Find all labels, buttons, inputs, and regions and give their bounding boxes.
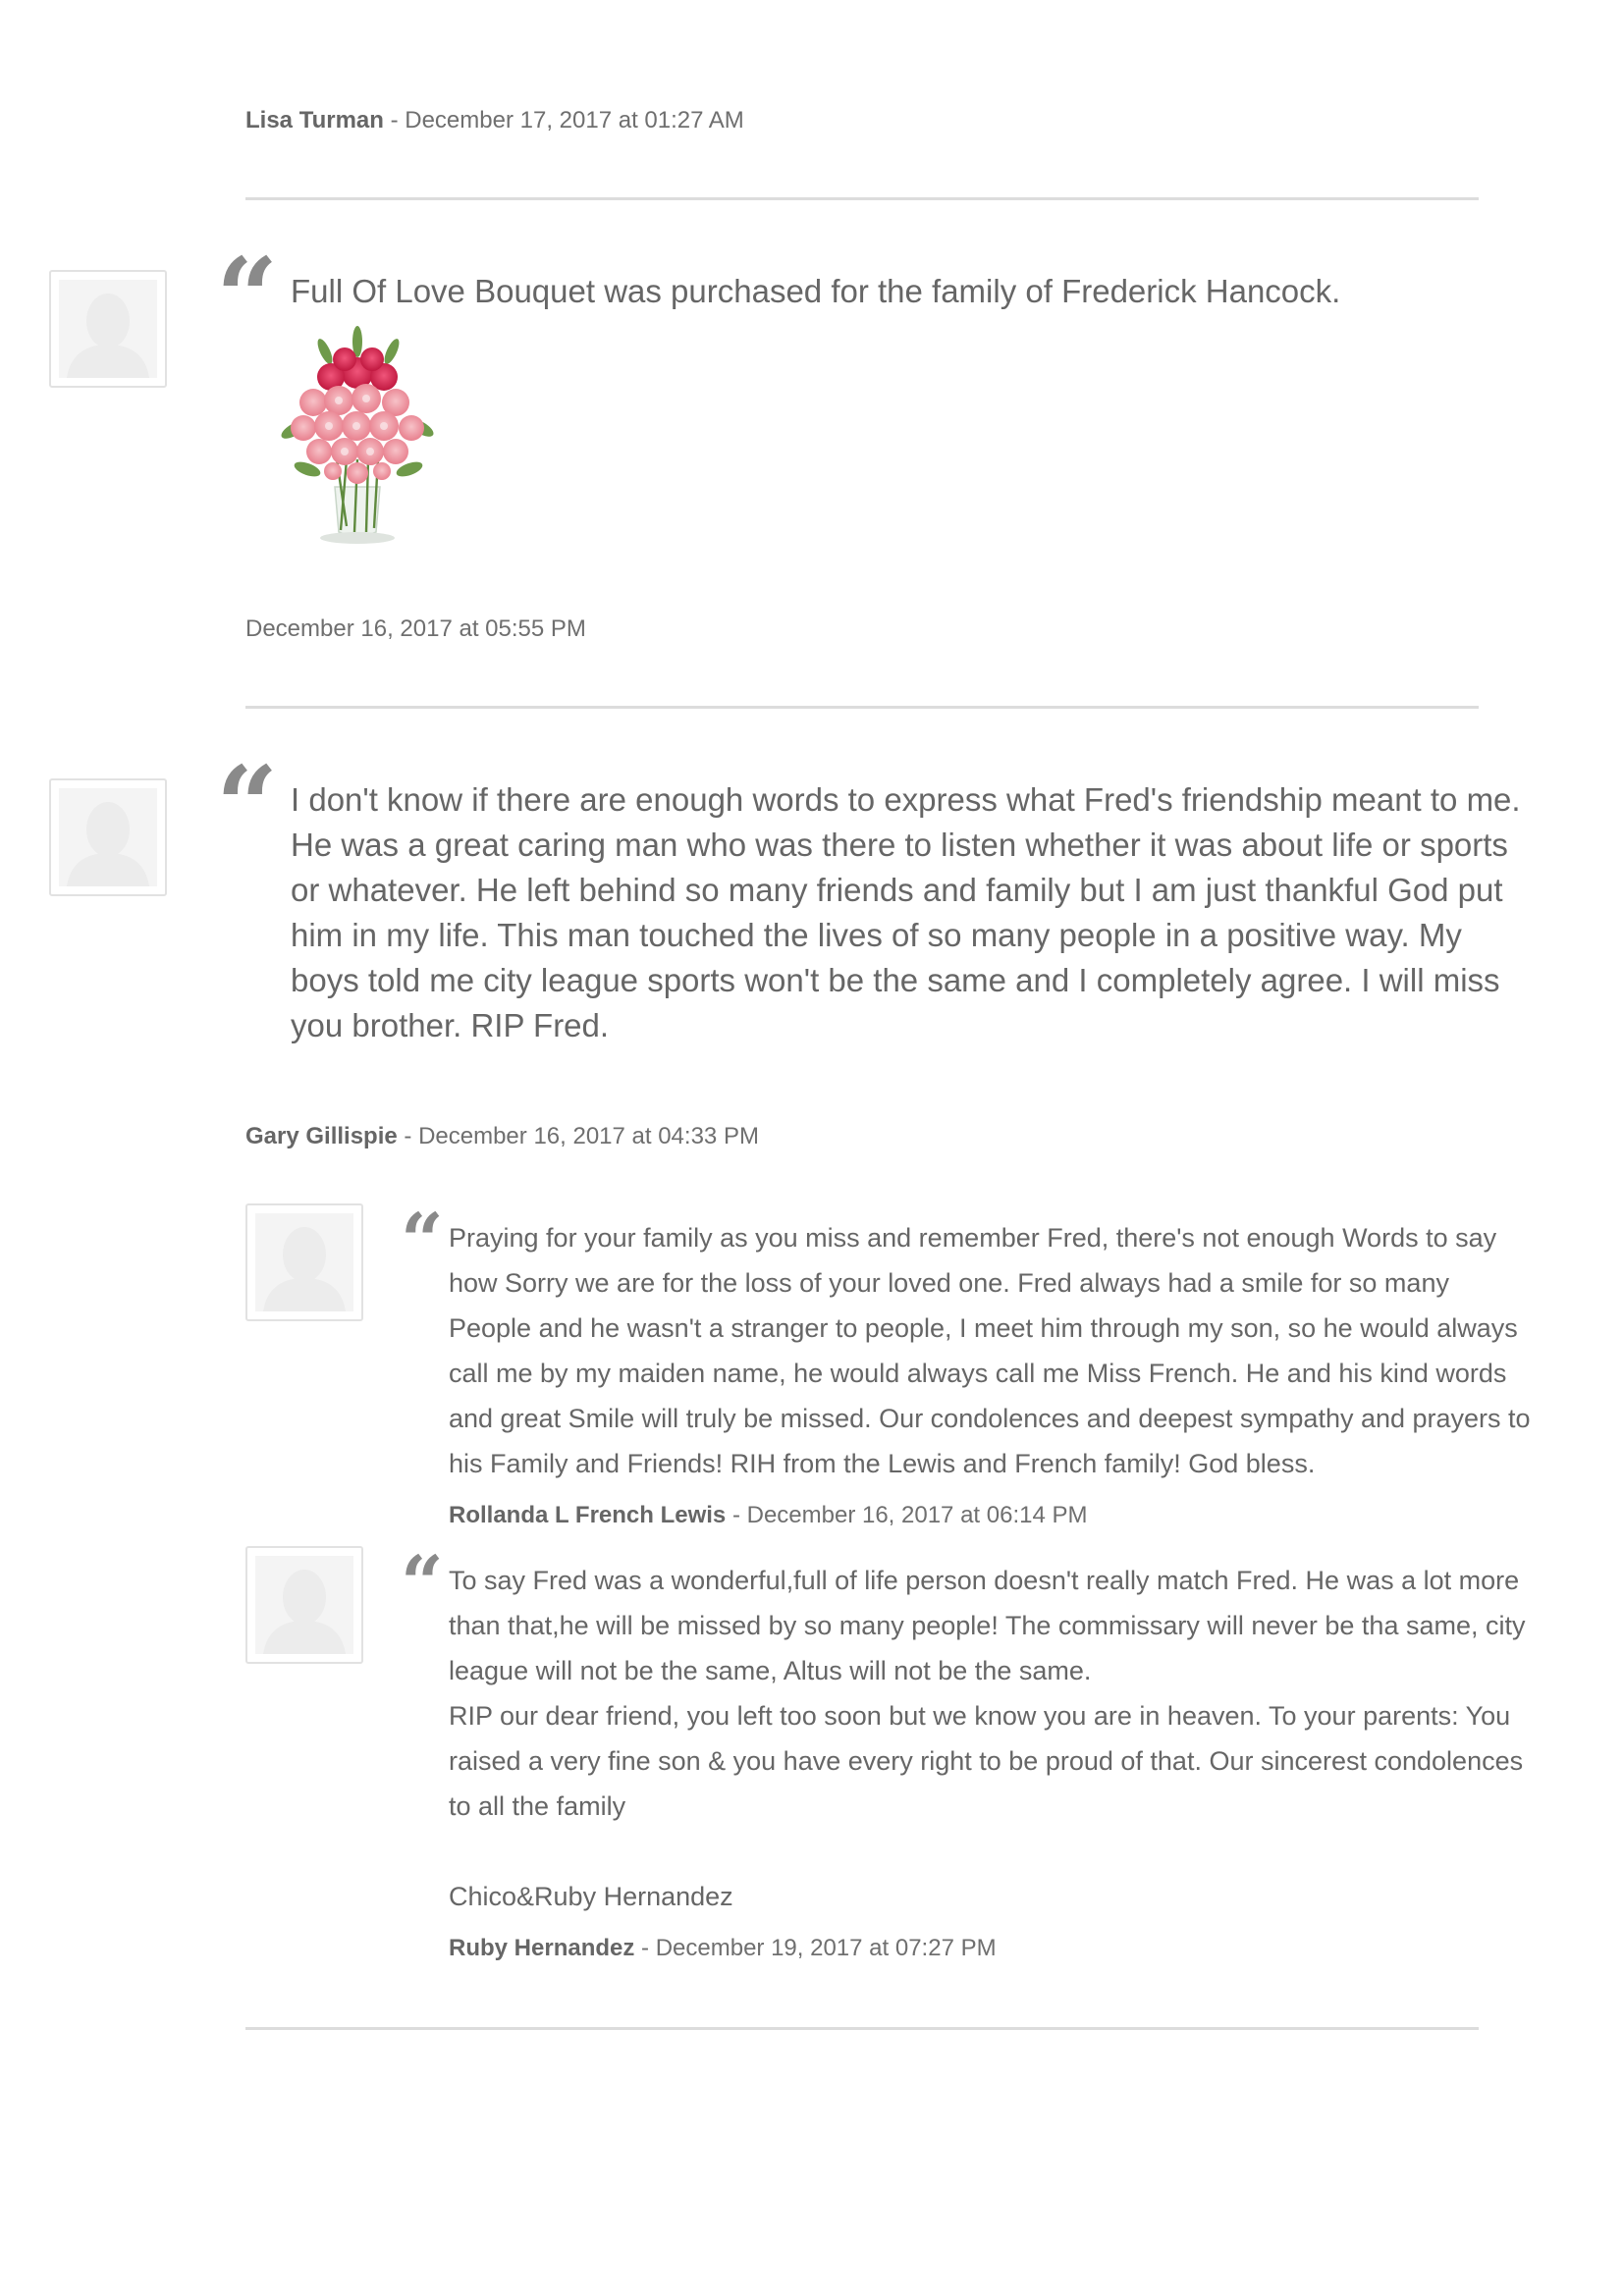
reply-text: To say Fred was a wonderful,full of life person doesn't really match Fred. He was a lot more than that,he will be missed by so many people! The commissary will never be tha same, city league will not be the same, Altus will not be the same. RIP our dear friend, you left too soon but we know you are in heaven. To your parents: You raised a very fine son & you have every right to be proud of that. Our sincerest condolences to all the family Chico&Ruby Hernandez	[449, 1566, 1526, 1911]
reply-author: Ruby Hernandez	[449, 1935, 635, 1961]
reply-meta	[449, 1501, 1087, 1530]
default-avatar-icon	[255, 1213, 353, 1311]
comment-date: December 16, 2017 at 05:55 PM	[245, 615, 586, 642]
comment-author: Lisa Turman	[245, 107, 384, 133]
reply-date: December 19, 2017 at 07:27 PM	[655, 1935, 997, 1961]
comment-text: Full Of Love Bouquet was purchased for the family of Frederick Hancock.	[291, 273, 1341, 309]
comment-meta	[245, 106, 744, 135]
comment-author: Gary Gillispie	[245, 1123, 398, 1149]
reply-author: Rollanda L French Lewis	[449, 1502, 727, 1528]
comment-text: I don't know if there are enough words to express what Fred's friendship meant to me. He was a great caring man who was there to listen whether it was about life or sports or whatever. He left behind so many friends and family but I am just thankful God put him in my life. This man touched the lives of so many people in a positive way. My boys told me city league sports won't be the same and I completely agree. I will miss you brother. RIP Fred.	[291, 781, 1521, 1043]
comment-divider	[245, 197, 1479, 200]
open-quote-icon: “	[401, 1539, 444, 1627]
avatar	[49, 778, 167, 896]
default-avatar-icon	[59, 788, 157, 886]
meta-separator: -	[397, 1123, 419, 1149]
comment-divider	[245, 2027, 1479, 2030]
meta-separator: -	[383, 107, 406, 133]
avatar	[49, 270, 167, 388]
reply-meta	[449, 1934, 997, 1963]
default-avatar-icon	[59, 280, 157, 378]
comment-date: December 16, 2017 at 04:33 PM	[418, 1123, 759, 1149]
meta-separator: -	[726, 1502, 747, 1528]
open-quote-icon: “	[401, 1197, 444, 1284]
flower-bouquet-image	[248, 312, 466, 548]
open-quote-icon: “	[216, 742, 279, 869]
avatar	[245, 1203, 363, 1321]
comment-date: December 17, 2017 at 01:27 AM	[405, 107, 744, 133]
reply-date: December 16, 2017 at 06:14 PM	[746, 1502, 1088, 1528]
comment-divider	[245, 706, 1479, 709]
comment-meta	[245, 1122, 759, 1151]
open-quote-icon: “	[216, 234, 279, 360]
avatar	[245, 1546, 363, 1664]
reply-text: Praying for your family as you miss and remember Fred, there's not enough Words to say how Sorry we are for the loss of your loved one. Fred always had a smile for so many People and he wasn't a stranger to people, I meet him through my son, so he would always call me by my maiden name, he would always call me Miss French. He and his kind words and great Smile will truly be missed. Our condolences and deepest sympathy and prayers to his Family and Friends! RIH from the Lewis and French family! God bless.	[449, 1223, 1531, 1478]
meta-separator: -	[634, 1935, 656, 1961]
default-avatar-icon	[255, 1556, 353, 1654]
